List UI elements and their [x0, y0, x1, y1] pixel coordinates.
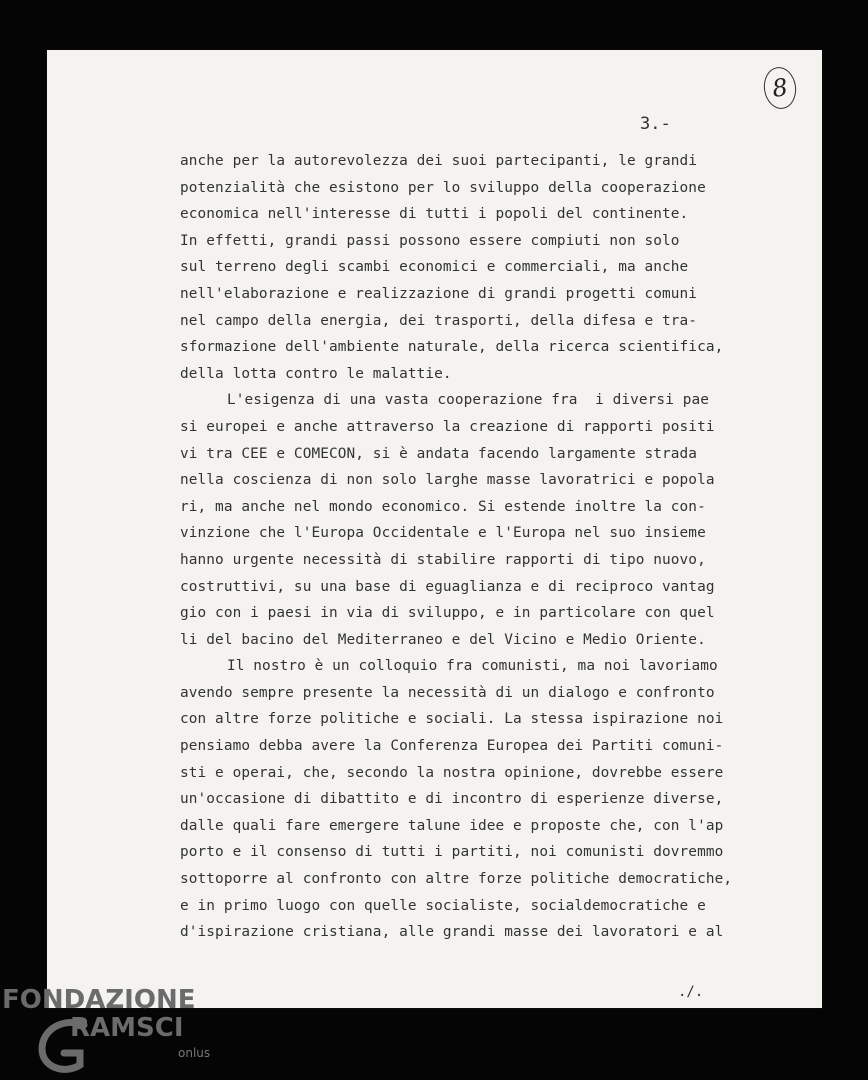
- text-line: nell'elaborazione e realizzazione di grandi progetti comuni: [180, 285, 698, 302]
- text-line: sul terreno degli scambi economici e commerciali, ma anche: [180, 259, 689, 276]
- text-line: costruttivi, su una base di eguaglianza e di reciproco vantag: [180, 578, 715, 595]
- text-line: ri, ma anche nel mondo economico. Si estende inoltre la con-: [180, 498, 706, 515]
- text-line: sottoporre al confronto con altre forze politiche democratiche,: [180, 871, 733, 888]
- text-line: dalle quali fare emergere talune idee e proposte che, con l'ap: [180, 817, 724, 834]
- text-line: li del bacino del Mediterraneo e del Vicino e Medio Oriente.: [180, 631, 706, 648]
- text-line: Il nostro è un colloquio fra comunisti, ma noi lavoriamo: [227, 658, 718, 675]
- watermark-line3: onlus: [178, 1046, 211, 1060]
- text-line: potenzialità che esistono per lo sviluppo della cooperazione: [180, 179, 706, 196]
- text-line: e in primo luogo con quelle socialiste, socialdemocratiche e: [180, 897, 706, 914]
- typed-text-body: [180, 148, 780, 946]
- text-line: della lotta contro le malattie.: [180, 365, 452, 382]
- watermark-line2: RAMSCI: [70, 1013, 184, 1043]
- text-line: d'ispirazione cristiana, alle grandi masse dei lavoratori e al: [180, 924, 724, 941]
- archive-number: 8: [761, 65, 799, 111]
- fondazione-gramsci-logo: [2, 985, 222, 1080]
- text-line: vi tra CEE e COMECON, si è andata facendo largamente strada: [180, 445, 698, 462]
- text-line: L'esigenza di una vasta cooperazione fra i diversi pae: [227, 392, 710, 409]
- text-line: porto e il consenso di tutti i partiti, noi comunisti dovremmo: [180, 844, 724, 861]
- text-line: avendo sempre presente la necessità di un dialogo e confronto: [180, 684, 715, 701]
- text-line: In effetti, grandi passi possono essere compiuti non solo: [180, 232, 680, 249]
- text-line: sti e operai, che, secondo la nostra opinione, dovrebbe essere: [180, 764, 724, 781]
- text-line: pensiamo debba avere la Conferenza Europea dei Partiti comuni-: [180, 738, 724, 755]
- text-line: un'occasione di dibattito e di incontro di esperienze diverse,: [180, 791, 724, 808]
- text-line: vinzione che l'Europa Occidentale e l'Europa nel suo insieme: [180, 525, 706, 542]
- page-number: 3.-: [640, 114, 671, 134]
- text-line: hanno urgente necessità di stabilire rapporti di tipo nuovo,: [180, 551, 706, 568]
- watermark-line1: FONDAZIONE: [2, 985, 196, 1015]
- text-line: nella coscienza di non solo larghe masse lavoratrici e popola: [180, 472, 715, 489]
- text-line: gio con i paesi in via di sviluppo, e in particolare con quel: [180, 605, 715, 622]
- text-line: nel campo della energia, dei trasporti, della difesa e tra-: [180, 312, 698, 329]
- text-line: si europei e anche attraverso la creazione di rapporti positi: [180, 418, 715, 435]
- text-line: con altre forze politiche e sociali. La stessa ispirazione noi: [180, 711, 724, 728]
- continuation-mark: ./.: [678, 984, 704, 1000]
- text-line: sformazione dell'ambiente naturale, della ricerca scientifica,: [180, 339, 724, 356]
- text-line: economica nell'interesse di tutti i popoli del continente.: [180, 206, 689, 223]
- text-line: anche per la autorevolezza dei suoi partecipanti, le grandi: [180, 153, 698, 169]
